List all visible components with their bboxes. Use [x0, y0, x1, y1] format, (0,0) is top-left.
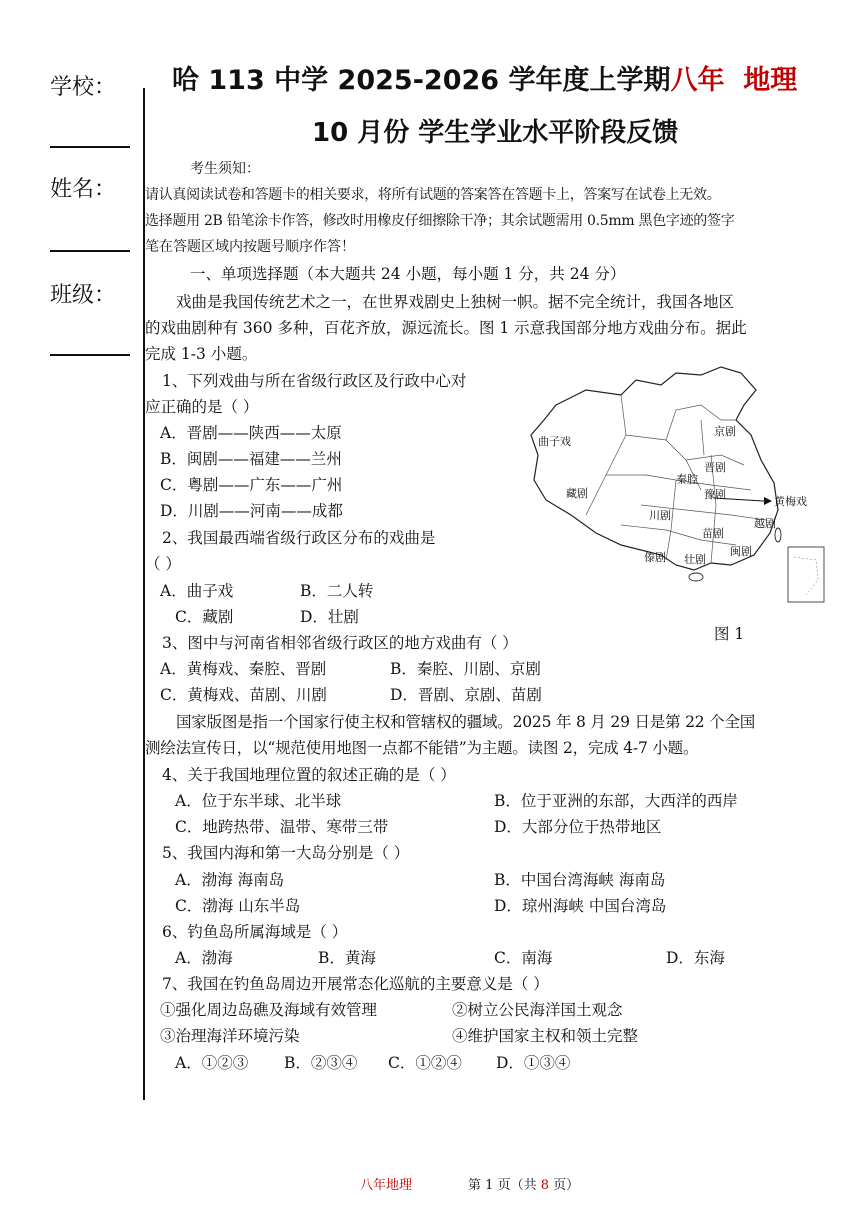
china-outline [531, 367, 778, 570]
title-main: 哈 113 中学 2025-2026 学年度上学期 [172, 65, 671, 96]
class-blank-line [50, 354, 130, 356]
intro1-line-2: 的戏曲剧种有 360 多种，百花齐放，源远流长。图 1 示意我国部分地方戏曲分布。据此 [145, 319, 747, 337]
q2-option-b: B．二人转 [300, 582, 374, 600]
label-miaoju: 苗剧 [702, 527, 724, 540]
q7-option-c: C．①②④ [388, 1054, 462, 1072]
footer-page-total: 8 [540, 1178, 550, 1193]
q6-option-d: D．东海 [666, 949, 725, 967]
q3-option-b: B．秦腔、川剧、京剧 [390, 660, 541, 678]
exam-title [172, 58, 797, 97]
intro1-line-3: 完成 1-3 小题。 [145, 345, 258, 363]
q1-stem-1: 1、下列戏曲与所在省级行政区及行政中心对 [162, 372, 467, 390]
q7-stem: 7、我国在钓鱼岛周边开展常态化巡航的主要意义是（ ） [162, 975, 549, 993]
q2-option-c: C．藏剧 [175, 608, 234, 626]
notice-line-2: 选择题用 2B 铅笔涂卡作答，修改时用橡皮仔细擦除干净；其余试题需用 0.5mm 黑色字迹的签字 [145, 213, 735, 229]
school-label: 学校： [50, 75, 117, 100]
q6-option-b: B．黄海 [318, 949, 376, 967]
q6-option-a: A．渤海 [175, 949, 233, 967]
q4-option-b: B．位于亚洲的东部，大西洋的西岸 [494, 792, 738, 810]
q1-stem-2: 应正确的是（ ） [145, 398, 259, 416]
notice-heading: 考生须知： [190, 161, 260, 177]
intro2-line-2: 测绘法宣传日，以“规范使用地图一点都不能错”为主题。读图 2，完成 4-7 小题。 [145, 739, 699, 757]
arrow-head-icon [764, 497, 772, 505]
q3-option-a: A．黄梅戏、秦腔、晋剧 [160, 660, 327, 678]
china-opera-map [526, 365, 826, 605]
name-blank-line [50, 250, 130, 252]
q1-option-c: C．粤剧——广东——广州 [160, 476, 343, 494]
label-yueju: 越剧 [754, 517, 776, 530]
section-heading: 一、单项选择题（本大题共 24 小题，每小题 1 分，共 24 分） [190, 265, 626, 283]
q2-stem-2: （ ） [145, 555, 181, 573]
label-zhuangju: 壮剧 [684, 553, 706, 566]
q5-option-d: D．琼州海峡 中国台湾岛 [494, 897, 667, 915]
q5-stem: 5、我国内海和第一大岛分别是（ ） [162, 844, 410, 862]
exam-subtitle: 10 月份 学生学业水平阶段反馈 [312, 118, 679, 148]
q1-option-d: D．川剧——河南——成都 [160, 502, 343, 520]
label-chuanju: 川剧 [649, 509, 671, 522]
figure1-caption: 图 1 [714, 625, 745, 643]
title-subject: 地理 [743, 65, 798, 96]
label-daiju: 傣剧 [644, 551, 666, 564]
label-minju: 闽剧 [730, 545, 752, 558]
q3-option-c: C．黄梅戏、苗剧、川剧 [160, 686, 327, 704]
footer-subject: 八年地理 [360, 1178, 413, 1193]
q7-statement-1: ①强化周边岛礁及海域有效管理 [160, 1001, 378, 1019]
label-zangju: 藏剧 [566, 487, 588, 500]
taiwan-island [775, 528, 781, 542]
q1-option-a: A．晋剧——陕西——太原 [160, 424, 342, 442]
q6-option-c: C．南海 [494, 949, 553, 967]
intro1-line-1: 戏曲是我国传统艺术之一，在世界戏剧史上独树一帜。据不完全统计，我国各地区 [176, 293, 735, 311]
intro2-line-1: 国家版图是指一个国家行使主权和管辖权的疆域。2025 年 8 月 29 日是第 22 个全国 [176, 713, 756, 731]
footer-page-number: 1 [485, 1178, 494, 1193]
name-label: 姓名： [50, 177, 117, 202]
q4-option-c: C．地跨热带、温带、寒带三带 [175, 818, 389, 836]
q1-option-b: B．闽剧——福建——兰州 [160, 450, 342, 468]
q2-stem-1: 2、我国最西端省级行政区分布的戏曲是 [162, 529, 436, 547]
title-grade: 八年 [670, 65, 725, 96]
q3-option-d: D．晋剧、京剧、苗剧 [390, 686, 542, 704]
q7-option-a: A．①②③ [175, 1054, 249, 1072]
q7-statement-3: ③治理海洋环境污染 [160, 1027, 300, 1045]
q7-option-d: D．①③④ [496, 1054, 571, 1072]
q5-option-c: C．渤海 山东半岛 [175, 897, 301, 915]
q2-option-d: D．壮剧 [300, 608, 359, 626]
q2-option-a: A．曲子戏 [160, 582, 234, 600]
label-jinju: 晋剧 [704, 461, 726, 474]
class-label: 班级： [50, 283, 117, 308]
q7-statement-4: ④维护国家主权和领土完整 [452, 1027, 639, 1045]
q6-stem: 6、钓鱼岛所属海域是（ ） [162, 923, 348, 941]
notice-line-1: 请认真阅读试卷和答题卡的相关要求，将所有试题的答案答在答题卡上，答案写在试卷上无效。 [145, 187, 721, 203]
notice-line-3: 笔在答题区域内按题号顺序作答！ [145, 239, 355, 255]
q7-statement-2: ②树立公民海洋国土观念 [452, 1001, 623, 1019]
school-blank-line [50, 146, 130, 148]
q3-stem: 3、图中与河南省相邻省级行政区的地方戏曲有（ ） [162, 634, 518, 652]
label-qinqiang: 秦腔 [676, 473, 698, 486]
q4-option-d: D．大部分位于热带地区 [494, 818, 662, 836]
q5-option-a: A．渤海 海南岛 [175, 871, 285, 889]
footer-page-info: 第 1 页（共 8 页） [468, 1178, 580, 1193]
south-china-sea-inset [788, 547, 824, 602]
q4-option-a: A．位于东半球、北半球 [175, 792, 342, 810]
label-yuju: 豫剧 [704, 488, 726, 501]
q7-option-b: B．②③④ [284, 1054, 358, 1072]
label-huangmeixi: 黄梅戏 [774, 495, 807, 508]
q5-option-b: B．中国台湾海峡 海南岛 [494, 871, 666, 889]
hainan-island [689, 573, 703, 581]
label-jingju: 京剧 [714, 425, 736, 438]
label-quzixi: 曲子戏 [538, 435, 571, 448]
q4-stem: 4、关于我国地理位置的叙述正确的是（ ） [162, 766, 456, 784]
